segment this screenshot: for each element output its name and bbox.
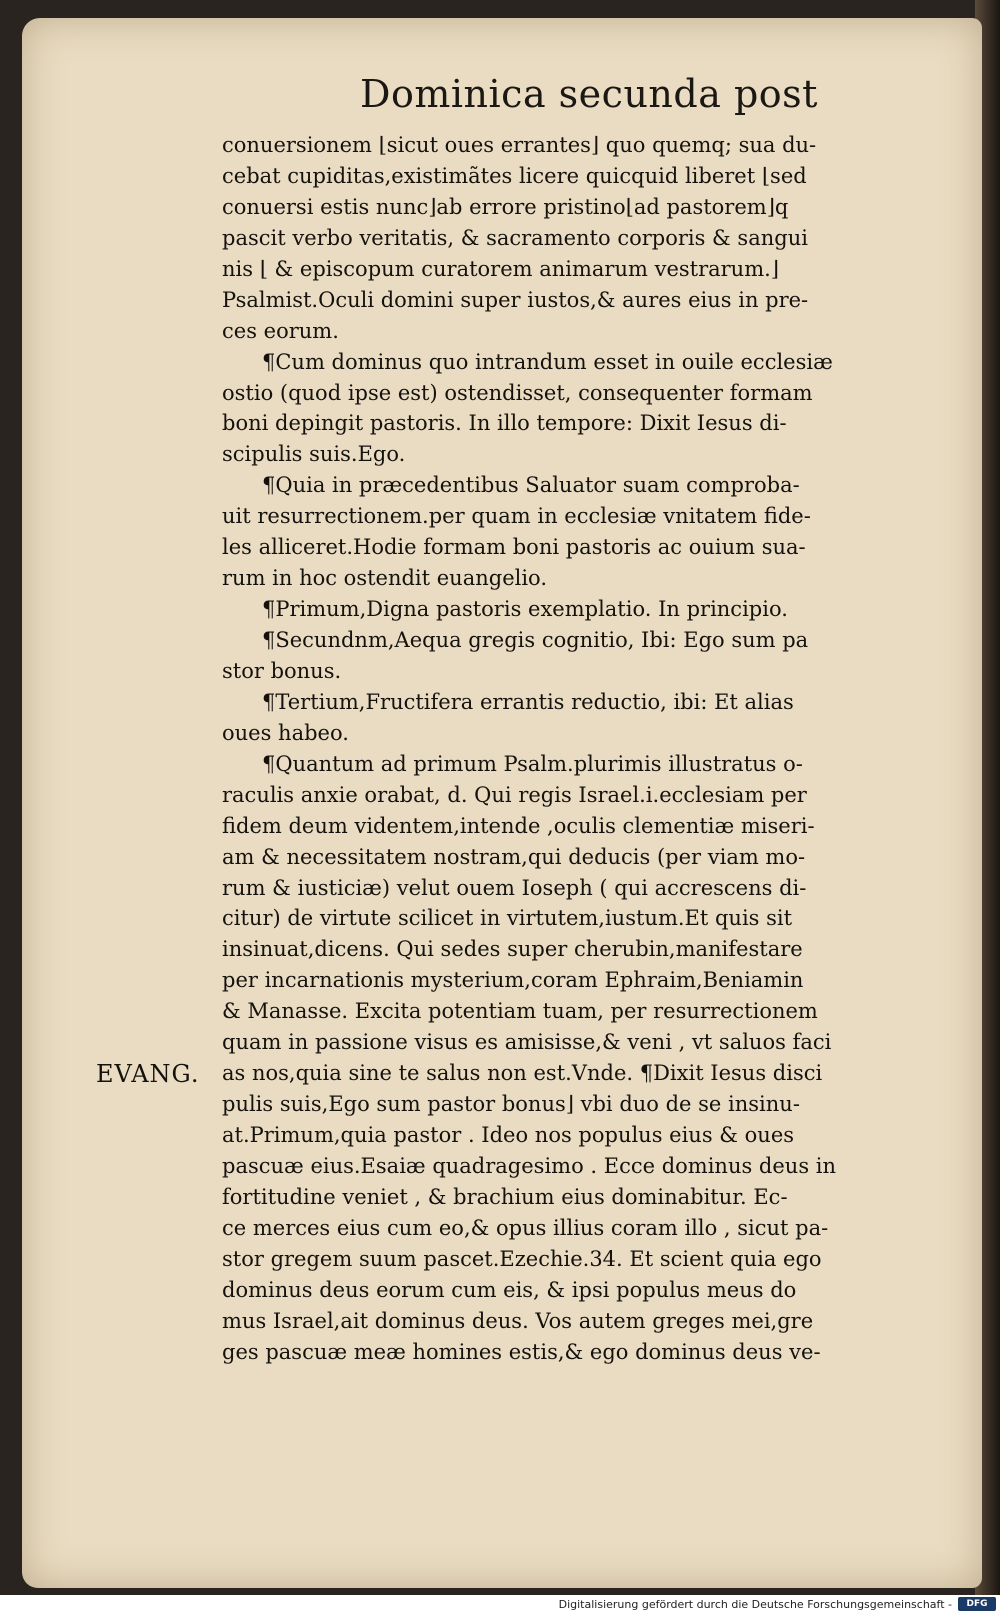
text-line: stor bonus. xyxy=(222,658,342,683)
text-line: ¶Tertium,Fructifera errantis reductio, ibi: Et alias xyxy=(262,689,794,714)
text-line: ¶Secundnm,Aequa gregis cognitio, Ibi: Ego sum pa xyxy=(262,628,809,652)
text-line: as nos,quia sine te salus non est.Vnde. ¶Dixit Iesus disci xyxy=(222,1061,823,1086)
margin-note: EVANG. xyxy=(96,1060,200,1088)
text-line: quam in passione visus es amisisse,& veni , vt saluos faci xyxy=(222,1030,832,1055)
text-line: ¶Primum,Digna pastoris exemplatio. In principio. xyxy=(262,597,788,622)
text-line: per incarnationis mysterium,coram Ephraim,Beniamin xyxy=(222,968,804,993)
text-line: citur) de virtute scilicet in virtutem,iustum.Et quis sit xyxy=(222,906,793,931)
text-line: conuersionem ⌊sicut oues errantes⌋ quo quemq; sua du- xyxy=(222,133,817,157)
text-line: fortitudine veniet , & brachium eius dominabitur. Ec- xyxy=(222,1184,788,1209)
text-line: ges pascuæ meæ homines estis,& ego dominus deus ve- xyxy=(222,1339,821,1364)
running-head: Dominica secunda post xyxy=(360,72,818,116)
text-line: oues habeo. xyxy=(222,720,349,745)
text-line: ce merces eius cum eo,& opus illius coram illo , sicut pa- xyxy=(222,1215,829,1240)
text-line: ces eorum. xyxy=(222,318,339,343)
body-text xyxy=(222,130,942,1368)
text-line: ¶Cum dominus quo intrandum esset in ouile ecclesiæ xyxy=(262,349,833,374)
text-line: ¶Quantum ad primum Psalm.plurimis illustratus o- xyxy=(262,751,803,776)
text-line: conuersi estis nunc⌋ab errore pristino⌊ad pastorem⌋q xyxy=(222,194,789,219)
text-line: pascit verbo veritatis, & sacramento corporis & sangui xyxy=(222,225,808,250)
text-line: rum & iusticiæ) velut ouem Ioseph ( qui accrescens di- xyxy=(222,875,807,900)
dfg-logo: DFG xyxy=(958,1597,996,1611)
text-line: ¶Quia in præcedentibus Saluator suam comproba- xyxy=(262,473,800,498)
text-line: at.Primum,quia pastor . Ideo nos populus eius & oues xyxy=(222,1123,795,1147)
text-line: uit resurrectionem.per quam in ecclesiæ vnitatem fide- xyxy=(222,504,811,529)
text-line: stor gregem suum pascet.Ezechie.34. Et scient quia ego xyxy=(222,1246,822,1271)
text-line: les alliceret.Hodie formam boni pastoris ac ouium sua- xyxy=(222,535,806,560)
footer-bar xyxy=(0,1595,1000,1615)
text-line: boni depingit pastoris. In illo tempore: Dixit Iesus di- xyxy=(222,411,787,436)
text-line: rum in hoc ostendit euangelio. xyxy=(222,566,548,591)
text-line: fidem deum videntem,intende ,oculis clementiæ miseri- xyxy=(222,813,815,838)
text-line: scipulis suis.Ego. xyxy=(222,442,406,467)
text-line: cebat cupiditas,existimãtes licere quicquid liberet ⌊sed xyxy=(222,163,807,188)
text-line: mus Israel,ait dominus deus. Vos autem greges mei,gre xyxy=(222,1308,814,1333)
text-line: insinuat,dicens. Qui sedes super cherubin,manifestare xyxy=(222,937,803,962)
text-line: am & necessitatem nostram,qui deducis (per viam mo- xyxy=(222,844,806,869)
footer-credit: Digitalisierung gefördert durch die Deutsche Forschungsgemeinschaft - xyxy=(558,1598,952,1611)
text-line: raculis anxie orabat, d. Qui regis Israel.i.ecclesiam per xyxy=(222,782,807,807)
text-line: Psalmist.Oculi domini super iustos,& aures eius in pre- xyxy=(222,287,809,312)
text-line: nis ⌊ & episcopum curatorem animarum vestrarum.⌋ xyxy=(222,256,779,281)
text-line: dominus deus eorum cum eis, & ipsi populus meus do xyxy=(222,1277,797,1302)
text-line: & Manasse. Excita potentiam tuam, per resurrectionem xyxy=(222,999,818,1024)
text-line: pascuæ eius.Esaiæ quadragesimo . Ecce dominus deus in xyxy=(222,1153,837,1178)
text-line: pulis suis,Ego sum pastor bonus⌋ vbi duo de se insinu- xyxy=(222,1092,800,1117)
text-line: ostio (quod ipse est) ostendisset, consequenter formam xyxy=(222,380,813,405)
